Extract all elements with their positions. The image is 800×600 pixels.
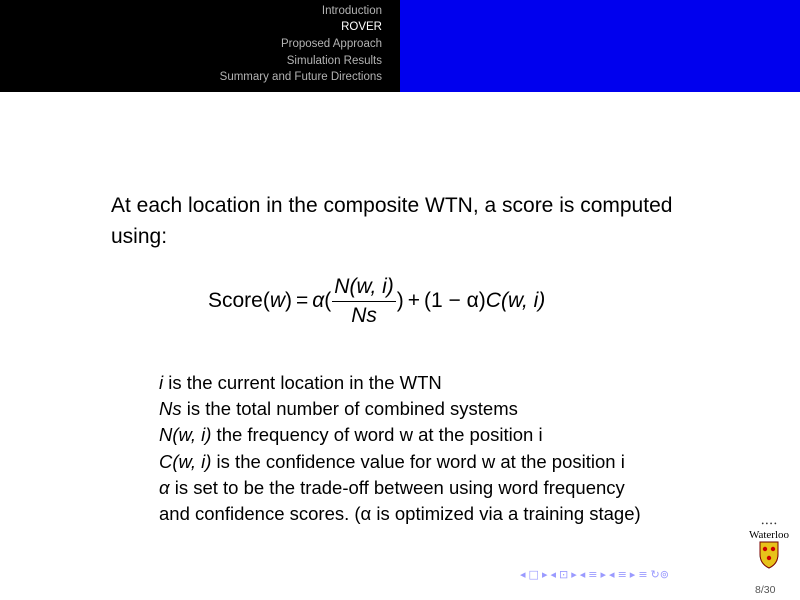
beamer-navigation [520,566,790,582]
subsection-icon[interactable]: ≡ [588,567,598,581]
formula-fraction [332,275,396,328]
section-prev-icon[interactable]: ◂ [550,567,556,581]
intro-text: At each location in the composite WTN, a score is computed using: [111,194,673,248]
formula-plus: + [407,289,421,312]
formula-open-paren: ( [324,289,332,312]
formula-close-paren: ) [396,289,404,312]
section-navigation [0,0,400,92]
align-icon[interactable]: ≡ [638,567,648,581]
nav-item-simulation-results[interactable]: Simulation Results [286,55,382,67]
logo-wordmark: Waterloo [748,529,790,541]
nav-item-rover[interactable]: ROVER [341,21,382,33]
definition-item: α is set to be the trade-off between using word frequency [159,476,625,498]
formula-confidence: C(w, i) [485,289,546,312]
formula-equals: = [296,289,309,312]
nav-item-introduction[interactable]: Introduction [321,5,382,17]
university-logo [741,518,797,570]
formula-one-minus-alpha: (1 − α) [424,289,486,312]
section-next-icon[interactable]: ▸ [571,567,577,581]
nav-item-proposed-approach[interactable]: Proposed Approach [280,38,382,50]
formula-alpha: α [312,289,325,312]
nav-next-icon[interactable]: ▸ [541,567,548,581]
search-icon[interactable]: ↻⊚ [650,567,669,581]
fraction-numerator: N(w, i) [332,275,396,302]
slide-header [0,0,800,92]
page-number: 8/30 [755,584,776,596]
definition-item: N(w, i) the frequency of word w at the position i [159,424,543,446]
definitions-list [159,370,759,527]
definition-item: Ns is the total number of combined systems [159,398,518,420]
formula-lhs: Score [208,289,263,312]
header-accent-bar [400,0,800,92]
frame-icon[interactable]: □ [528,567,539,581]
fraction-denominator: Ns [351,303,377,327]
doc-icon[interactable]: ≡ [617,567,627,581]
formula-lhs-arg: w [269,289,286,312]
doc-prev-icon[interactable]: ◂ [609,567,615,581]
nav-item-summary[interactable]: Summary and Future Directions [219,71,382,83]
definition-item: i is the current location in the WTN [159,372,442,393]
score-formula: Score ( w ) = α ( $\frac{N(w, i)}{Ns}$ ) + (1 − α) C(w, i) [208,274,546,327]
definition-item: and confidence scores. (α is optimized via a training stage) [159,503,641,525]
definition-item: C(w, i) is the confidence value for word w at the position i [159,450,625,472]
doc-next-icon[interactable]: ▸ [629,567,636,581]
nav-prev-icon[interactable]: ◂ [520,567,526,581]
section-icon[interactable]: ⊡ [559,567,569,581]
subsection-prev-icon[interactable]: ◂ [579,567,586,581]
svg-text:• • • •: • • • • [761,520,777,528]
subsection-next-icon[interactable]: ▸ [600,567,607,581]
